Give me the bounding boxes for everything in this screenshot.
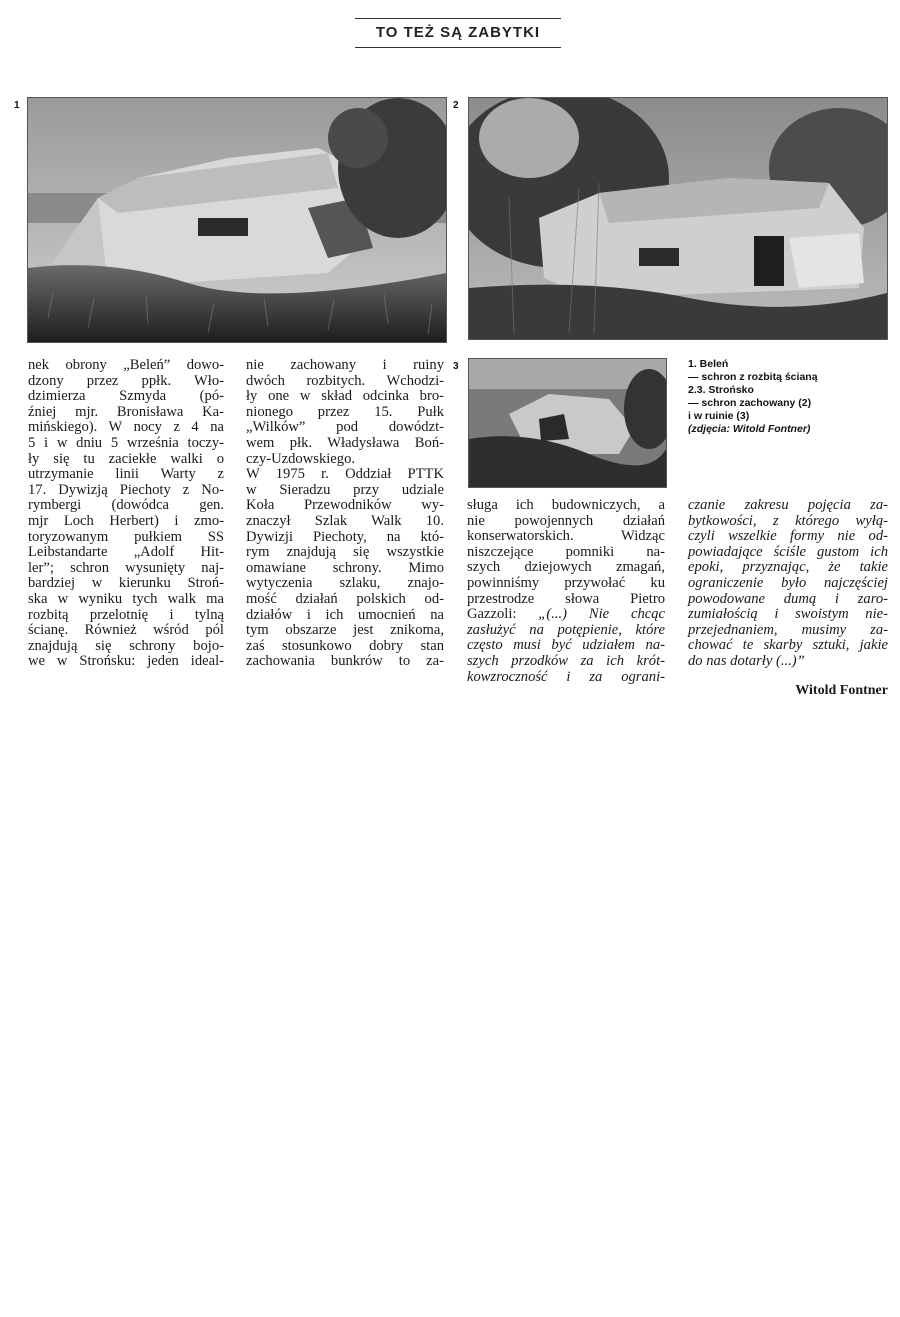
text-line-mixed [467, 607, 665, 623]
text-line: we w Strońsku: jeden ideal- [28, 653, 224, 670]
photo-3-stronsko-ruin [468, 358, 667, 488]
quote-line: powodowane dumą i zaro- [688, 590, 888, 607]
article-column-1 [28, 358, 224, 670]
text-line: źniej mjr. Bronisława Ka- [28, 403, 224, 420]
caption-line: 2.3. Strońsko [688, 384, 754, 396]
quote-line: bytkowości, z którego wyłą- [688, 512, 888, 529]
photo-1-belen-bunker [27, 97, 447, 343]
text-line: konserwatorskich. Widząc [467, 528, 665, 545]
text-line: tym obszarze jest znikoma, [246, 622, 444, 639]
quote-line: czyli wszelkie formy nie od- [688, 528, 888, 545]
text-line: zachowania bunkrów to za- [246, 653, 444, 670]
text-line: nionego przez 15. Pułk [246, 403, 444, 420]
text-line: nek obrony „Beleń” dowo- [28, 357, 224, 373]
caption-line: — schron z rozbitą ścianą [688, 371, 818, 383]
text-line: czy-Uzdowskiego. [246, 450, 356, 467]
text-line: wem płk. Władysława Boń- [246, 434, 444, 451]
photo-number-3: 3 [453, 361, 459, 372]
text-line: dzimierza Szmyda (pó- [28, 388, 224, 405]
text-line: mjr Loch Herbert) i zmo- [28, 512, 224, 529]
text-line: 17. Dywizją Piechoty z No- [28, 481, 224, 498]
quote-start: „(...) Nie chcąc [538, 606, 665, 623]
quote-line: do nas dotarły (...)” [688, 652, 805, 669]
text-line: mość działań polskich od- [246, 590, 444, 607]
photo-caption [688, 358, 888, 436]
photo-number-2: 2 [453, 100, 459, 111]
article-column-3 [467, 498, 665, 685]
text-line: Koła Przewodników wy- [246, 497, 444, 514]
text-line: toryzowanym pułkiem SS [28, 528, 224, 545]
author-signature: Witold Fontner [795, 683, 888, 698]
text-line: dwóch rozbitych. Wchodzi- [246, 372, 444, 389]
quote-line: zasłużyć na potępienie, które [467, 621, 665, 638]
text-line: 5 i w dniu 5 września toczy- [28, 434, 224, 451]
text-line: powinniśmy przywołać ku [467, 574, 665, 591]
caption-line: 1. Beleń [688, 358, 729, 370]
quote-line: chować te skarby sztuki, jakie [688, 637, 888, 654]
text-line: utrzymanie linii Warty z [28, 466, 224, 483]
quote-line: kowzroczność i za ograni- [467, 668, 665, 685]
text-line: mińskiego). W nocy z 4 na [28, 419, 224, 436]
section-title: TO TEŻ SĄ ZABYTKI [375, 24, 541, 41]
text-line: „Wilków” pod dowództ- [246, 419, 444, 436]
text-line: W 1975 r. Oddział PTTK [246, 466, 444, 483]
text-line: dzony przez ppłk. Wło- [28, 372, 224, 389]
text-line: rozbitą przelotnię i tylną [28, 606, 224, 623]
caption-line: i w ruinie (3) [688, 410, 750, 422]
text-line: znajdują się schrony bojo- [28, 637, 224, 654]
quote-line: czanie zakresu pojęcia za- [688, 497, 888, 513]
quote-line: szych przodków za ich krót- [467, 652, 665, 669]
text-line: Dywizji Piechoty, na któ- [246, 528, 444, 545]
text-line: w Sieradzu przy udziale [246, 481, 444, 498]
quote-author-text: Gazzoli: [467, 606, 539, 623]
quote-line: często musi być udziałem na- [467, 637, 665, 654]
text-line: znaczył Szlak Walk 10. [246, 512, 444, 529]
quote-line: zumiałością i swoistym nie- [688, 606, 888, 623]
text-line: nie powojennych działań [467, 512, 665, 529]
text-line: niszczejące pomniki na- [467, 543, 665, 560]
text-line: ścianę. Również wśród pól [28, 622, 224, 639]
text-line: szych dziejowych zmagań, [467, 559, 665, 576]
article-column-4 [688, 498, 888, 670]
text-line: działów i ich umocnień na [246, 606, 444, 623]
quote-line: powiadające ściśle gustom ich [688, 543, 888, 560]
caption-line: — schron zachowany (2) [688, 397, 812, 409]
text-line: ły się tu zaciekłe walki o [28, 450, 224, 467]
photo-2-stronsko-bunker [468, 97, 888, 340]
text-line: omawiane schrony. Mimo [246, 559, 444, 576]
text-line: ły one w skład odcinka bro- [246, 388, 444, 405]
text-line: Leibstandarte „Adolf Hit- [28, 544, 224, 561]
quote-line: ograniczenie było najczęściej [688, 574, 888, 591]
text-line: nie zachowany i ruiny [246, 357, 444, 373]
quote-line: epoki, przyznając, że takie [688, 559, 888, 576]
article-column-2 [246, 358, 444, 670]
text-line: rym znajdują się wszystkie [246, 544, 444, 561]
section-header [355, 18, 561, 48]
text-line: ler”; schron wysunięty naj- [28, 559, 224, 576]
text-line: ska w wyniku tych walk ma [28, 590, 224, 607]
text-line: wytyczenia szlaku, znajo- [246, 575, 444, 592]
text-line: rymbergi (dowódca gen. [28, 497, 224, 514]
quote-line: przejednaniem, musimy za- [688, 621, 888, 638]
text-line: zaś stosunkowo dobry stan [246, 637, 444, 654]
text-line: przestrodze słowa Pietro [467, 590, 665, 607]
text-line: sługa ich budowniczych, a [467, 497, 665, 513]
photo-number-1: 1 [14, 100, 20, 111]
text-line: bardziej w kierunku Stroń- [28, 575, 224, 592]
caption-photo-credit: (zdjęcia: Witold Fontner) [688, 423, 811, 435]
